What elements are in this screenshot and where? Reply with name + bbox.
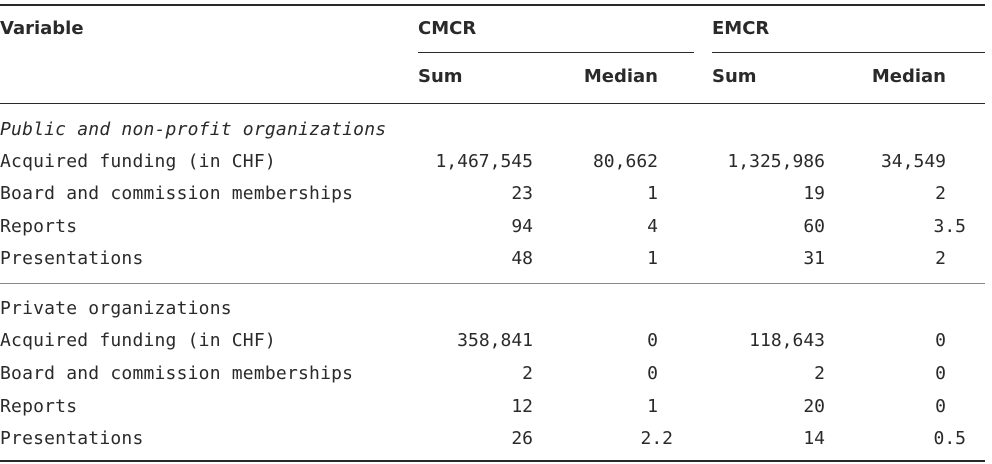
row-label: Board and commission memberships — [0, 363, 354, 384]
cmcr-median-cell: 80,662 — [592, 151, 658, 172]
cmcr-median-cell: 1 — [647, 248, 658, 269]
table-top-rule — [0, 4, 985, 6]
header-bottom-rule — [0, 103, 985, 104]
emcr-median-cell: 3.5 — [933, 216, 966, 237]
row-label: Board and commission memberships — [0, 183, 354, 204]
cmcr-sum-cell: 358,841 — [457, 330, 533, 351]
row-label: Presentations — [0, 248, 144, 269]
header-variable: Variable — [0, 18, 84, 39]
cmcr-sum-cell: 12 — [511, 396, 533, 417]
emcr-median-cell: 0.5 — [933, 428, 966, 449]
cmcr-sum-cell: 1,467,545 — [435, 151, 533, 172]
cmcr-sum-cell: 26 — [511, 428, 533, 449]
row-label: Acquired funding (in CHF) — [0, 330, 276, 351]
cmcr-median-cell: 2.2 — [640, 428, 673, 449]
emcr-sum-cell: 14 — [803, 428, 825, 449]
emcr-sum-cell: 19 — [803, 183, 825, 204]
emcr-median-cell: 0 — [935, 330, 946, 351]
section-title-public: Public and non-profit organizations — [0, 119, 387, 140]
emcr-sum-cell: 31 — [803, 248, 825, 269]
emcr-sum-cell: 60 — [803, 216, 825, 237]
emcr-sum-cell: 1,325,986 — [727, 151, 825, 172]
row-label: Reports — [0, 216, 78, 237]
header-emcr-sum: Sum — [712, 66, 757, 87]
cmcr-median-cell: 1 — [647, 396, 658, 417]
header-emcr-median: Median — [871, 66, 946, 87]
cmcr-median-cell: 0 — [647, 330, 658, 351]
row-label: Presentations — [0, 428, 144, 449]
emcr-group-rule — [712, 52, 985, 53]
cmcr-sum-cell: 48 — [511, 248, 533, 269]
emcr-median-cell: 34,549 — [880, 151, 946, 172]
cmcr-sum-cell: 2 — [522, 363, 533, 384]
section-divider — [0, 283, 985, 284]
emcr-sum-cell: 20 — [803, 396, 825, 417]
row-label: Reports — [0, 396, 78, 417]
header-cmcr: CMCR — [418, 18, 477, 39]
row-label: Acquired funding (in CHF) — [0, 151, 276, 172]
cmcr-sum-cell: 94 — [511, 216, 533, 237]
emcr-median-cell: 0 — [935, 363, 946, 384]
emcr-median-cell: 2 — [935, 183, 946, 204]
emcr-sum-cell: 118,643 — [749, 330, 825, 351]
table-bottom-rule — [0, 460, 985, 462]
emcr-sum-cell: 2 — [814, 363, 825, 384]
cmcr-sum-cell: 23 — [511, 183, 533, 204]
section-title-private: Private organizations — [0, 298, 232, 319]
header-emcr: EMCR — [712, 18, 770, 39]
cmcr-group-rule — [418, 52, 694, 53]
emcr-median-cell: 0 — [935, 396, 946, 417]
cmcr-median-cell: 0 — [647, 363, 658, 384]
cmcr-median-cell: 1 — [647, 183, 658, 204]
header-cmcr-sum: Sum — [418, 66, 463, 87]
header-cmcr-median: Median — [583, 66, 658, 87]
cmcr-median-cell: 4 — [647, 216, 658, 237]
emcr-median-cell: 2 — [935, 248, 946, 269]
